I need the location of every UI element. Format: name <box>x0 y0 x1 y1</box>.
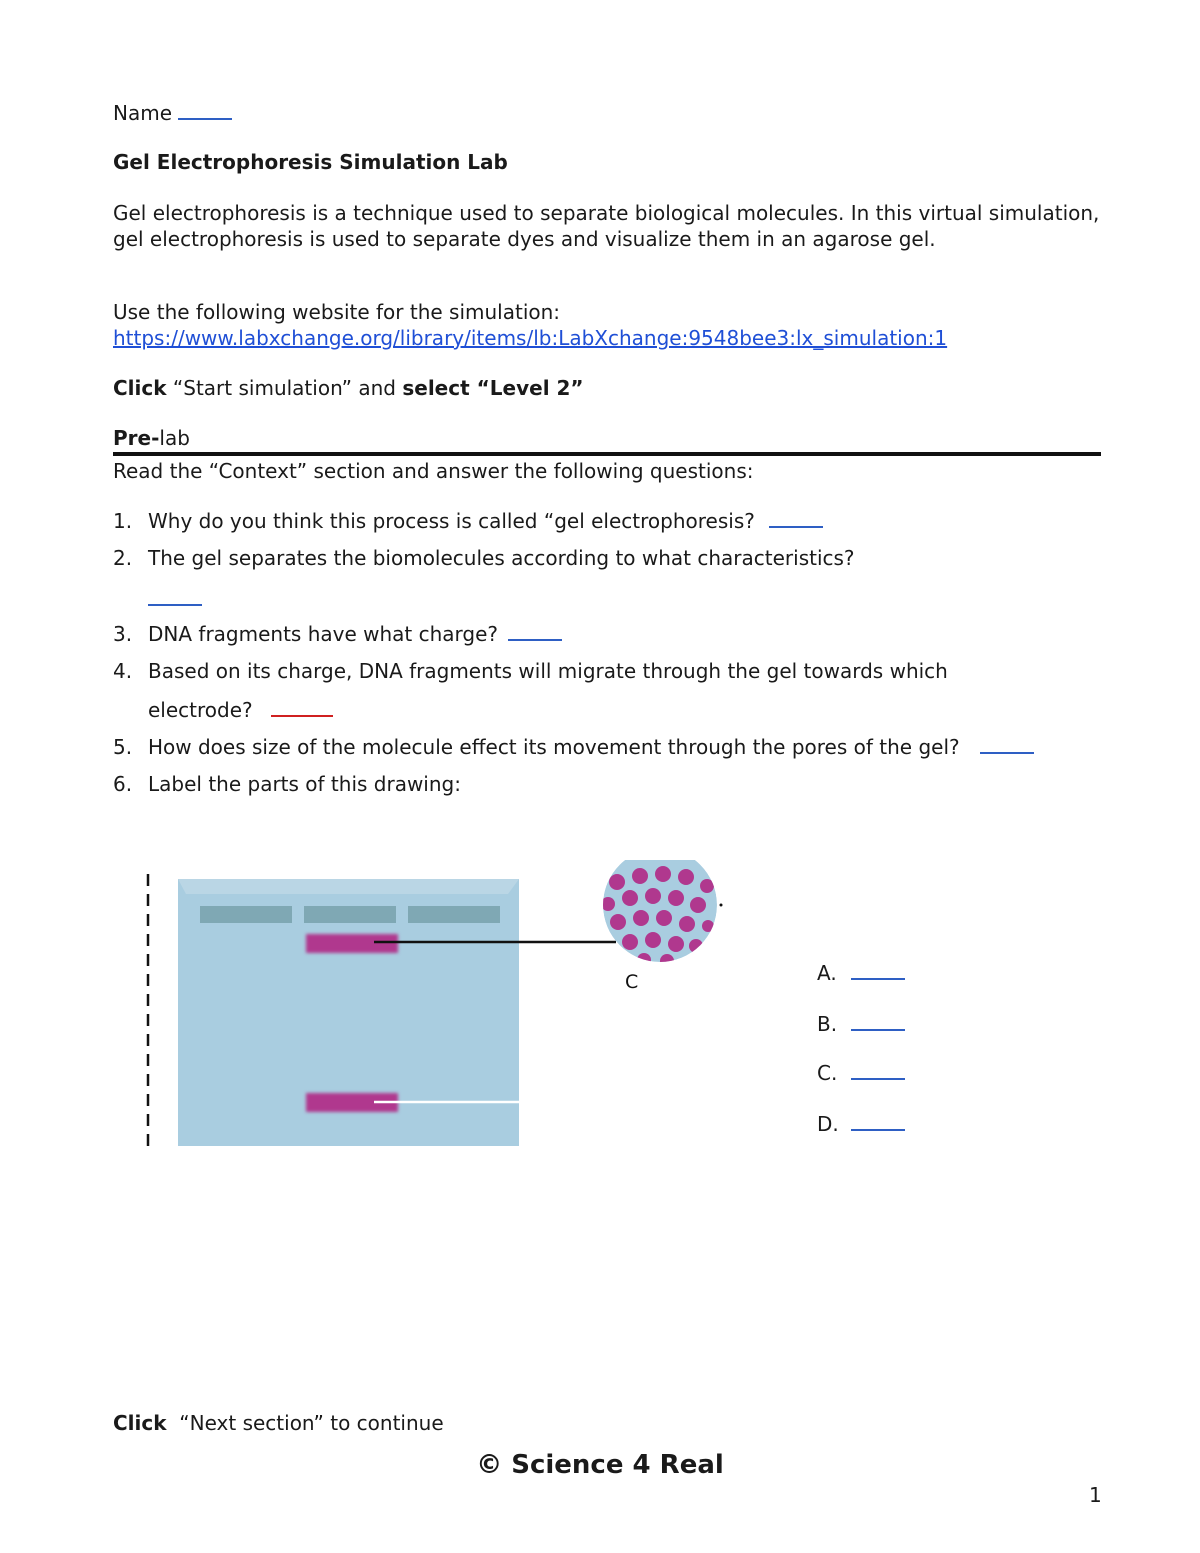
question-text: DNA fragments have what charge? <box>148 622 499 646</box>
simulation-link[interactable]: https://www.labxchange.org/library/items/lb:LabXchange:9548bee3:lx_simulation:1 <box>113 326 948 350</box>
answer-blank-1[interactable] <box>769 508 823 528</box>
prelab-heading <box>113 426 190 450</box>
intro-paragraph: Gel electrophoresis is a technique used to separate biological molecules. In this virtual simulation, gel electrophoresis is used to separate dyes and visualize them in an agarose gel. <box>113 201 1100 251</box>
context-instruction: Read the “Context” section and answer the following questions: <box>113 459 754 483</box>
answer-label-a: A. <box>817 961 837 985</box>
answer-blank-4[interactable] <box>271 697 333 717</box>
start-select-word: select <box>402 376 470 400</box>
answer-label-b: B. <box>817 1012 838 1036</box>
question-1 <box>113 508 823 533</box>
next-instruction <box>113 1411 444 1435</box>
answer-label-c: C. <box>817 1061 838 1085</box>
question-5 <box>113 734 1034 759</box>
well-3 <box>408 906 500 923</box>
next-text: “Next section” to continue <box>166 1411 444 1435</box>
answer-blank-d[interactable] <box>851 1111 905 1131</box>
question-4 <box>113 659 948 683</box>
question-text: Why do you think this process is called “gel electrophoresis? <box>148 509 755 533</box>
pointer-dot <box>720 904 723 907</box>
well-1 <box>200 906 292 923</box>
answer-blank-b[interactable] <box>851 1011 905 1031</box>
answer-blank-c[interactable] <box>851 1060 905 1080</box>
question-number: 4. <box>113 659 133 683</box>
question-4-continued <box>148 697 333 722</box>
name-blank[interactable] <box>178 100 232 120</box>
question-number: 3. <box>113 622 133 646</box>
footer-copyright: © Science 4 Real <box>476 1450 724 1480</box>
question-text: Based on its charge, DNA fragments will migrate through the gel towards which <box>148 659 948 683</box>
answer-label-b-row <box>817 1011 905 1036</box>
page-number: 1 <box>1089 1483 1102 1507</box>
next-click-word: Click <box>113 1411 167 1435</box>
diagram-label-c: C <box>625 971 639 993</box>
question-number: 5. <box>113 735 133 759</box>
question-2 <box>113 546 855 570</box>
start-level: “Level 2” <box>469 376 584 400</box>
start-instruction <box>113 376 584 400</box>
answer-label-a-row <box>817 960 905 985</box>
start-text: “Start simulation” and <box>166 376 403 400</box>
answer-blank-2[interactable] <box>148 586 202 606</box>
question-number: 6. <box>113 772 133 796</box>
answer-label-c-row <box>817 1060 905 1085</box>
answer-blank-5[interactable] <box>980 734 1034 754</box>
question-number: 1. <box>113 509 133 533</box>
answer-label-d: D. <box>817 1112 839 1136</box>
website-prompt: Use the following website for the simulation: <box>113 300 561 324</box>
question-text: The gel separates the biomolecules according to what characteristics? <box>148 546 855 570</box>
prelab-lab: lab <box>159 426 190 450</box>
well-2 <box>304 906 396 923</box>
page-title: Gel Electrophoresis Simulation Lab <box>113 150 508 174</box>
magnified-gel-pores <box>601 860 717 968</box>
question-text: Label the parts of this drawing: <box>148 772 461 796</box>
gel-top-bevel <box>178 879 519 894</box>
question-number: 2. <box>113 546 133 570</box>
start-click-word: Click <box>113 376 167 400</box>
prelab-pre: Pre- <box>113 426 160 450</box>
question-text: How does size of the molecule effect its movement through the pores of the gel? <box>148 735 960 759</box>
name-label: Name <box>113 101 173 125</box>
answer-blank-a[interactable] <box>851 960 905 980</box>
name-line <box>113 100 232 125</box>
section-divider <box>113 452 1101 456</box>
question-3 <box>113 621 562 646</box>
answer-label-d-row <box>817 1111 905 1136</box>
answer-blank-3[interactable] <box>508 621 562 641</box>
band-upper <box>306 934 398 953</box>
question-text: electrode? <box>148 698 253 722</box>
question-6 <box>113 772 461 796</box>
gel-diagram <box>130 860 750 1160</box>
